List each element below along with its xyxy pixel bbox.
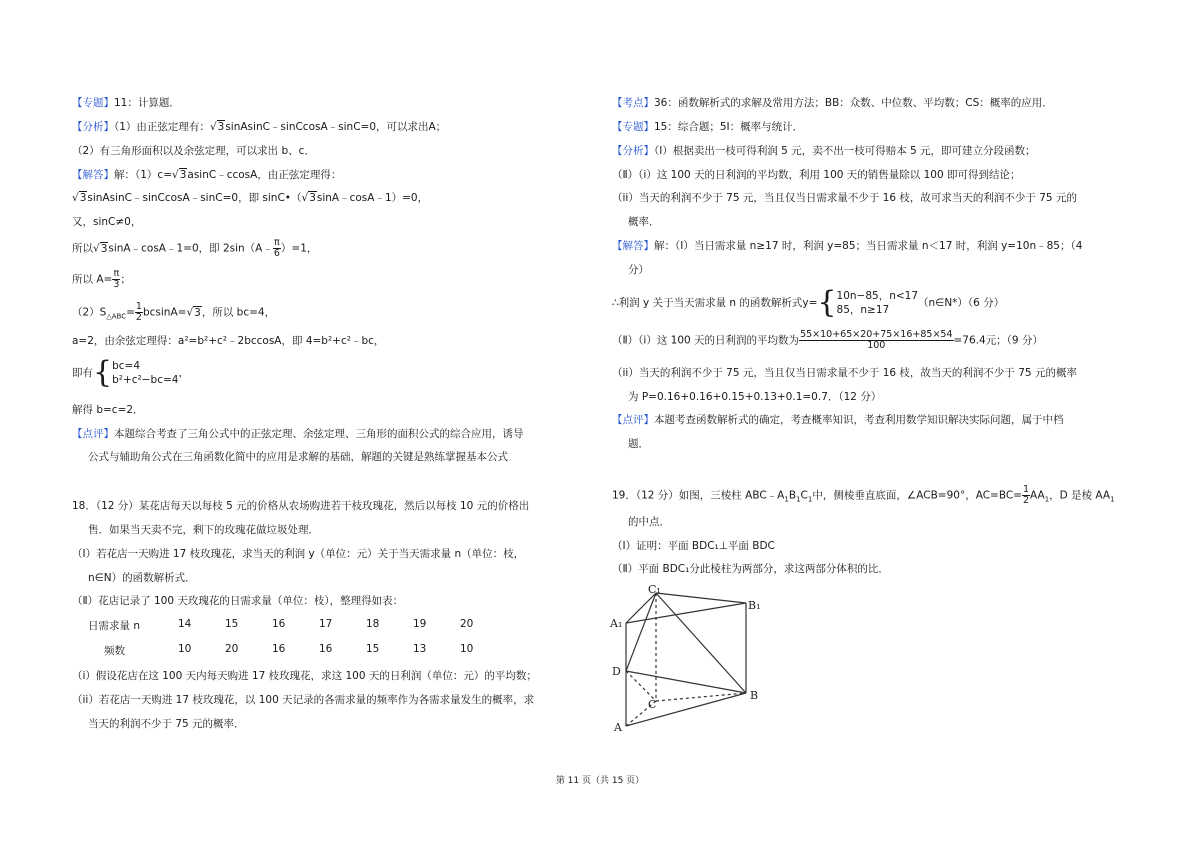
q18-line-7: （ii）若花店一天购进 17 枝玫瑰花，以 100 天记录的各需求量的频率作为各需求量发生的概率，求 bbox=[72, 694, 535, 706]
analysis-line: 【分析】（1）由正弦定理有：√3sinAsinC﹣sinCcosA﹣sinC=0，可以求出A； bbox=[72, 121, 447, 133]
solution-tag: 【解答】 bbox=[612, 240, 654, 252]
solution-line-12: 为 P=0.16+0.16+0.15+0.13+0.1=0.7．（12 分） bbox=[628, 391, 882, 403]
analysis-line-5: （ii）当天的利润不少于 75 元，当且仅当日需求量不少于 16 枝，故可求当天的利润不少于 75 元的 bbox=[612, 192, 1077, 204]
equation-system: bc=4 b²+c²−bc=4 bbox=[112, 360, 179, 386]
q18-line-5: （Ⅱ）花店记录了 100 天玫瑰花的日需求量（单位：枝），整理得如表： bbox=[72, 595, 404, 607]
label-d: D bbox=[612, 665, 621, 678]
solution-line-5: √3sinAsinC﹣sinCcosA﹣sinC=0，即 sinC•（√3sinA﹣cosA﹣1）=0， bbox=[72, 192, 429, 204]
comment-line: 【点评】本题综合考查了三角公式中的正弦定理、余弦定理、三角形的面积公式的综合应用，诱导 bbox=[72, 428, 524, 440]
solution-line-8: 所以 A= $\frac{\pi}{3}$ ； bbox=[72, 268, 131, 290]
solution-line: 【解答】解：（Ⅰ）当日需求量 n≥17 时，利润 y=85；当日需求量 n＜17 时，利润 y=10n﹣85；（4 bbox=[612, 240, 1083, 252]
analysis-line-4: （Ⅱ）（i）这 100 天的日利润的平均数，利用 100 天的销售量除以 100 即可得到结论； bbox=[612, 169, 1021, 181]
piecewise-function: 10n−85，n<17 85，n≥17 bbox=[836, 290, 919, 316]
fraction: $\frac{1}{2}$ bbox=[1022, 484, 1030, 506]
fraction: $\frac{1}{2}$ bbox=[135, 301, 142, 323]
topic-tag: 【专题】 bbox=[72, 97, 114, 109]
comment-line-2: 题． bbox=[628, 438, 649, 450]
topic-tag: 【专题】 bbox=[612, 121, 654, 133]
q19-line-3: （Ⅰ）证明：平面 BDC₁⊥平面 BDC bbox=[612, 540, 775, 552]
solution-line-10: （Ⅱ）（i）这 100 天的日利润的平均数为 $\frac{55\times 10+65\times 20+75\times 16+85\times 54}{100}$ =76.4元；（9 分） bbox=[612, 329, 1043, 351]
analysis-tag: 【分析】 bbox=[612, 145, 654, 157]
fraction: $\frac{55\times 10+65\times 20+75\times 16+85\times 54}{100}$ bbox=[800, 329, 953, 351]
comment-tag: 【点评】 bbox=[612, 414, 654, 426]
solution-line-6: 又，sinC≠0， bbox=[72, 216, 142, 228]
comment-tag: 【点评】 bbox=[72, 428, 114, 440]
solution-line-10: a=2，由余弦定理得：a²=b²+c²﹣2bccosA，即 4=b²+c²﹣bc， bbox=[72, 335, 385, 347]
solution-line-11: 即有{ bc=4 b²+c²−bc=4 ， bbox=[72, 355, 189, 390]
page-footer: 第 11 页（共 15 页） bbox=[555, 776, 645, 786]
solution-line: 【解答】解：（1）c=√3asinC﹣ccosA，由正弦定理得： bbox=[72, 169, 342, 181]
keypoint-tag: 【考点】 bbox=[612, 97, 654, 109]
solution-line-9: ∴利润 y 关于当天需求量 n 的函数解析式y={ 10n−85，n<17 85，n≥17 （n∈N*）（6 分） bbox=[612, 285, 1005, 320]
analysis-tag: 【分析】 bbox=[72, 121, 114, 133]
q18-line-8: 当天的利润不少于 75 元的概率． bbox=[88, 718, 245, 730]
analysis-line: 【分析】（Ⅰ）根据卖出一枝可得利润 5 元，卖不出一枝可得赔本 5 元，即可建立分段函数； bbox=[612, 145, 1036, 157]
comment-line-2: 公式与辅助角公式在三角函数化简中的应用是求解的基础，解题的关键是熟练掌握基本公式 bbox=[88, 451, 508, 463]
label-c: C bbox=[648, 698, 657, 711]
q18-line-4: n∈N）的函数解析式． bbox=[88, 572, 196, 584]
label-a: A bbox=[614, 721, 622, 733]
analysis-line-6: 概率． bbox=[628, 216, 660, 228]
comment-line: 【点评】本题考查函数解析式的确定，考查概率知识，考查利用数学知识解决实际问题，属于中档 bbox=[612, 414, 1064, 426]
q18-line-1: 18．（12 分）某花店每天以每枝 5 元的价格从农场购进若干枝玫瑰花，然后以每枝 10 元的价格出 bbox=[72, 500, 530, 512]
label-c1: C₁ bbox=[648, 583, 661, 596]
solution-line-7: 所以√3sinA﹣cosA﹣1=0，即 2sin（A﹣ $\frac{\pi}{6}$ ）=1， bbox=[72, 237, 318, 259]
prism-figure bbox=[608, 583, 778, 733]
fraction: $\frac{\pi}{3}$ bbox=[113, 268, 120, 290]
fraction: $\frac{\pi}{6}$ bbox=[273, 237, 280, 259]
solution-line-11: （ii）当天的利润不少于 75 元，当且仅当日需求量不少于 16 枝，故当天的利润不少于 75 元的概率 bbox=[612, 367, 1077, 379]
solution-line-8: 分） bbox=[628, 264, 649, 276]
q19-line-1: 19．（12 分）如图，三棱柱 $ABC﹣A_1B_1C_1$中，侧棱垂直底面，∠ACB=90°，AC=BC= $\frac{1}{2}$ $AA_1$，D 是棱 $AA_1$ bbox=[612, 484, 1115, 506]
topic-line: 【专题】11：计算题． bbox=[72, 97, 180, 109]
solution-line-12: 解得 b=c=2． bbox=[72, 404, 144, 416]
label-b1: B₁ bbox=[748, 599, 761, 612]
q19-line-4: （Ⅱ）平面 BDC₁分此棱柱为两部分，求这两部分体积的比． bbox=[612, 563, 889, 575]
label-b: B bbox=[750, 689, 759, 702]
q18-line-2: 售．如果当天卖不完，剩下的玫瑰花做垃圾处理． bbox=[88, 524, 319, 536]
q19-line-2: 的中点． bbox=[628, 516, 670, 528]
q18-line-6: （i）假设花店在这 100 天内每天购进 17 枝玫瑰花，求这 100 天的日利润（单位：元）的平均数； bbox=[72, 670, 537, 682]
analysis-line-2: （2）有三角形面积以及余弦定理，可以求出 b、c． bbox=[72, 145, 315, 157]
topic-line: 【专题】15：综合题；5I：概率与统计． bbox=[612, 121, 804, 133]
q18-line-3: （Ⅰ）若花店一天购进 17 枝玫瑰花，求当天的利润 y（单位：元）关于当天需求量 n（单位：枝， bbox=[72, 548, 525, 560]
solution-line-9: $(2)S_{\triangle ABC}=$ $\frac{1}{2}$ bcsinA=√3，所以 bc=4， bbox=[72, 301, 276, 323]
solution-tag: 【解答】 bbox=[72, 169, 114, 181]
label-a1: A₁ bbox=[610, 617, 623, 630]
keypoint-line: 【考点】36：函数解析式的求解及常用方法；BB：众数、中位数、平均数；CS：概率的应用． bbox=[612, 97, 1053, 109]
